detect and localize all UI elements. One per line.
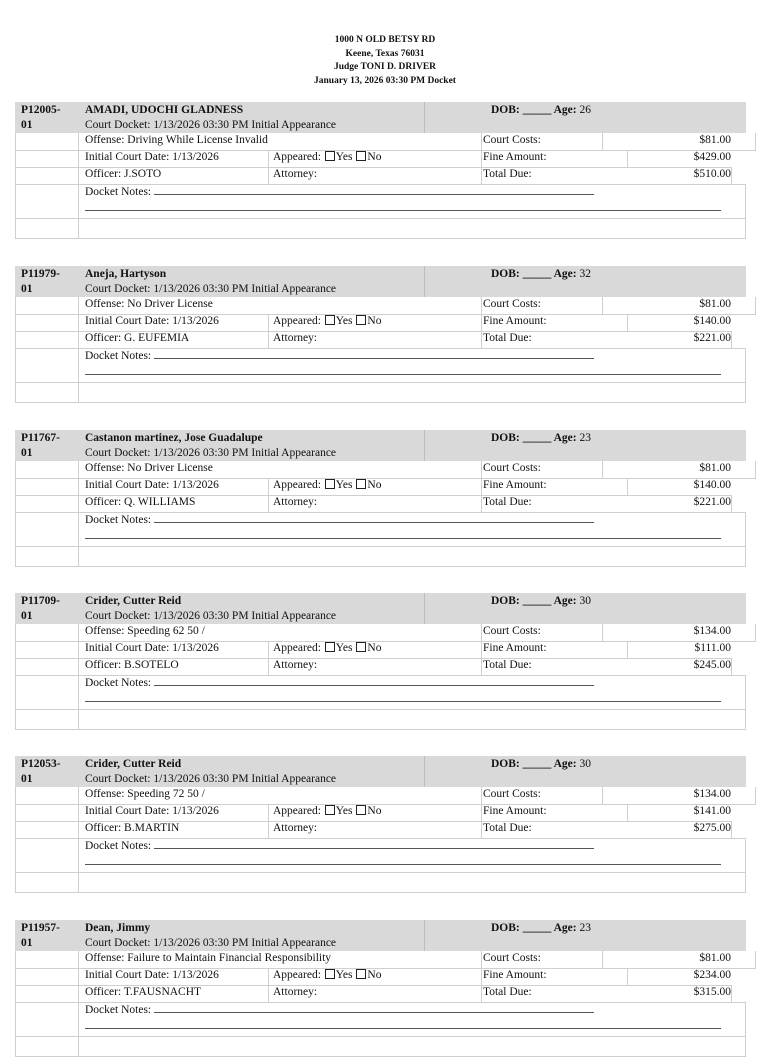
age-label: Age:: [553, 432, 577, 444]
court-docket: Court Docket: 1/13/2026 03:30 PM Initial Appearance: [85, 773, 337, 785]
age-value: 30: [579, 758, 591, 770]
appeared-field: [273, 641, 381, 656]
appeared-no-checkbox[interactable]: [356, 805, 366, 815]
grid-line: [731, 495, 732, 512]
dob-age: [491, 757, 591, 772]
defendant-name: Dean, Jimmy: [85, 922, 151, 934]
grid-line: [15, 838, 746, 839]
appeared-field: [273, 314, 381, 329]
grid-line: [15, 495, 732, 496]
case-block: [15, 102, 746, 239]
grid-line: [15, 1036, 746, 1037]
docket-number-part2: 01: [21, 119, 33, 131]
grid-line: [15, 709, 746, 710]
docket-notes-line-2[interactable]: [85, 362, 721, 375]
yes-label: Yes: [335, 642, 353, 654]
no-label: No: [367, 315, 382, 327]
dob-label: DOB: _____: [491, 758, 552, 770]
initial-court-date: Initial Court Date: 1/13/2026: [85, 315, 219, 327]
grid-line: [15, 461, 16, 567]
grid-line: [15, 892, 746, 893]
fine-amount-label: Fine Amount:: [483, 315, 547, 327]
grid-line: [78, 297, 79, 403]
total-due-label: Total Due:: [483, 332, 532, 344]
court-costs-value: $134.00: [693, 788, 731, 800]
docket-date: January 13, 2026 03:30 PM Docket: [314, 75, 456, 86]
total-due-label: Total Due:: [483, 659, 532, 671]
grid-line: [627, 314, 628, 331]
grid-line: [15, 297, 16, 403]
grid-line: [755, 297, 756, 314]
grid-line: [755, 461, 756, 478]
docket-notes-line[interactable]: [154, 348, 594, 359]
grid-line: [15, 566, 746, 567]
offense: Offense: Driving While License Invalid: [85, 134, 268, 146]
age-label: Age:: [553, 595, 577, 607]
grid-line: [627, 968, 628, 985]
court-city: Keene, Texas 76031: [345, 48, 425, 59]
court-costs-value: $81.00: [699, 462, 731, 474]
docket-notes-line[interactable]: [154, 512, 594, 523]
docket-number: [21, 267, 79, 297]
grid-line: [602, 133, 603, 150]
docket-number-part1: P11709-: [21, 595, 60, 607]
dob-age: [491, 921, 591, 936]
yes-label: Yes: [335, 969, 353, 981]
total-due-value: $245.00: [693, 659, 731, 671]
docket-number-part1: P12053-: [21, 758, 61, 770]
appeared-field: [273, 478, 381, 493]
dob-label: DOB: _____: [491, 595, 552, 607]
appeared-label: Appeared:: [273, 479, 321, 491]
case-block: [15, 266, 746, 403]
grid-line: [15, 512, 746, 513]
defendant-name: Crider, Cutter Reid: [85, 595, 182, 607]
fine-amount-value: $141.00: [693, 805, 731, 817]
initial-court-date: Initial Court Date: 1/13/2026: [85, 151, 219, 163]
header-divider: [424, 430, 425, 461]
docket-number-part1: P11767-: [21, 432, 60, 444]
fine-amount-label: Fine Amount:: [483, 805, 547, 817]
age-label: Age:: [553, 922, 577, 934]
defendant-name: AMADI, UDOCHI GLADNESS: [85, 104, 244, 116]
grid-line: [602, 297, 603, 314]
offense: Offense: No Driver License: [85, 298, 213, 310]
appeared-yes-checkbox[interactable]: [325, 151, 335, 161]
docket-notes-label: Docket Notes:: [85, 677, 152, 689]
grid-line: [15, 218, 746, 219]
court-docket: Court Docket: 1/13/2026 03:30 PM Initial Appearance: [85, 283, 337, 295]
grid-line: [481, 787, 482, 838]
total-due-value: $221.00: [693, 496, 731, 508]
appeared-no-checkbox[interactable]: [356, 315, 366, 325]
grid-line: [15, 872, 746, 873]
attorney-label: Attorney:: [273, 986, 318, 998]
docket-number: [21, 921, 79, 951]
no-label: No: [367, 151, 382, 163]
offense: Offense: Speeding 72 50 /: [85, 788, 205, 800]
judge-name: Judge TONI D. DRIVER: [333, 62, 437, 72]
grid-line: [15, 787, 16, 893]
grid-line: [745, 184, 746, 239]
docket-number: [21, 103, 79, 133]
grid-line: [15, 402, 746, 403]
grid-line: [755, 787, 756, 804]
docket-number-part2: 01: [21, 447, 33, 459]
attorney-label: Attorney:: [273, 659, 318, 671]
total-due-label: Total Due:: [483, 986, 532, 998]
grid-line: [745, 348, 746, 403]
grid-line: [78, 787, 79, 893]
yes-label: Yes: [335, 315, 353, 327]
court-costs-label: Court Costs:: [483, 134, 541, 146]
docket-notes-line-2[interactable]: [85, 689, 721, 702]
grid-line: [627, 804, 628, 821]
grid-line: [15, 382, 746, 383]
grid-line: [602, 787, 603, 804]
docket-notes-line[interactable]: [154, 184, 594, 195]
appeared-yes-checkbox[interactable]: [325, 969, 335, 979]
docket-number-part2: 01: [21, 773, 33, 785]
appeared-yes-checkbox[interactable]: [325, 642, 335, 652]
dob-label: DOB: _____: [491, 268, 552, 280]
total-due-label: Total Due:: [483, 822, 532, 834]
grid-line: [15, 821, 732, 822]
attorney-label: Attorney:: [273, 496, 318, 508]
grid-line: [627, 150, 628, 167]
grid-line: [602, 951, 603, 968]
docket-number-part1: P11979-: [21, 268, 60, 280]
court-docket: Court Docket: 1/13/2026 03:30 PM Initial Appearance: [85, 610, 337, 622]
docket-number-part2: 01: [21, 283, 33, 295]
grid-line: [481, 297, 482, 348]
docket-notes-label: Docket Notes:: [85, 514, 152, 526]
fine-amount-label: Fine Amount:: [483, 151, 547, 163]
case-block: [15, 430, 746, 567]
fine-amount-value: $140.00: [693, 315, 731, 327]
header-divider: [424, 593, 425, 624]
court-costs-value: $81.00: [699, 952, 731, 964]
docket-header: [0, 34, 770, 88]
fine-amount-value: $234.00: [693, 969, 731, 981]
defendant-name: Crider, Cutter Reid: [85, 758, 182, 770]
grid-line: [15, 624, 16, 730]
total-due-value: $315.00: [693, 986, 731, 998]
grid-line: [15, 546, 746, 547]
appeared-field: [273, 804, 381, 819]
dob-label: DOB: _____: [491, 432, 552, 444]
fine-amount-value: $140.00: [693, 479, 731, 491]
attorney-label: Attorney:: [273, 168, 318, 180]
court-docket: Court Docket: 1/13/2026 03:30 PM Initial Appearance: [85, 937, 337, 949]
docket-notes-line[interactable]: [154, 838, 594, 849]
grid-line: [15, 331, 732, 332]
total-due-value: $221.00: [693, 332, 731, 344]
docket-notes-label: Docket Notes:: [85, 350, 152, 362]
officer: Officer: T.FAUSNACHT: [85, 986, 202, 998]
grid-line: [15, 133, 16, 239]
offense: Offense: No Driver License: [85, 462, 213, 474]
header-divider: [424, 920, 425, 951]
defendant-name: Castanon martinez, Jose Guadalupe: [85, 432, 263, 444]
yes-label: Yes: [335, 805, 353, 817]
grid-line: [15, 184, 746, 185]
docket-number-part2: 01: [21, 937, 33, 949]
docket-notes-line-2[interactable]: [85, 852, 721, 865]
court-docket: Court Docket: 1/13/2026 03:30 PM Initial Appearance: [85, 447, 337, 459]
officer: Officer: B.SOTELO: [85, 659, 179, 671]
fine-amount-label: Fine Amount:: [483, 479, 547, 491]
age-value: 30: [579, 595, 591, 607]
appeared-yes-checkbox[interactable]: [325, 315, 335, 325]
case-block: [15, 920, 746, 1057]
initial-court-date: Initial Court Date: 1/13/2026: [85, 969, 219, 981]
grid-line: [15, 348, 746, 349]
docket-number: [21, 757, 79, 787]
grid-line: [602, 461, 603, 478]
no-label: No: [367, 805, 382, 817]
court-address: 1000 N OLD BETSY RD: [334, 35, 436, 45]
grid-line: [481, 461, 482, 512]
yes-label: Yes: [335, 151, 353, 163]
grid-line: [15, 804, 756, 805]
attorney-label: Attorney:: [273, 332, 318, 344]
grid-line: [15, 675, 746, 676]
court-costs-value: $134.00: [693, 625, 731, 637]
grid-line: [78, 951, 79, 1057]
court-costs-value: $81.00: [699, 134, 731, 146]
grid-line: [15, 641, 756, 642]
grid-line: [15, 167, 732, 168]
total-due-value: $275.00: [693, 822, 731, 834]
appeared-label: Appeared:: [273, 805, 321, 817]
court-costs-label: Court Costs:: [483, 788, 541, 800]
initial-court-date: Initial Court Date: 1/13/2026: [85, 805, 219, 817]
offense: Offense: Failure to Maintain Financial Responsibility: [85, 952, 332, 964]
grid-line: [731, 821, 732, 838]
fine-amount-value: $429.00: [693, 151, 731, 163]
grid-line: [481, 133, 482, 184]
header-divider: [424, 266, 425, 297]
docket-number: [21, 594, 79, 624]
docket-number-part2: 01: [21, 610, 33, 622]
grid-line: [745, 1002, 746, 1057]
age-value: 32: [579, 268, 591, 280]
grid-line: [15, 1002, 746, 1003]
attorney-label: Attorney:: [273, 822, 318, 834]
docket-notes-line[interactable]: [154, 675, 594, 686]
grid-line: [15, 968, 756, 969]
court-costs-label: Court Costs:: [483, 625, 541, 637]
docket-notes-line-2[interactable]: [85, 1016, 721, 1029]
no-label: No: [367, 642, 382, 654]
age-label: Age:: [553, 758, 577, 770]
total-due-label: Total Due:: [483, 168, 532, 180]
dob-age: [491, 267, 591, 282]
grid-line: [627, 641, 628, 658]
grid-line: [745, 512, 746, 567]
grid-line: [78, 624, 79, 730]
appeared-label: Appeared:: [273, 969, 321, 981]
grid-line: [15, 729, 746, 730]
initial-court-date: Initial Court Date: 1/13/2026: [85, 479, 219, 491]
docket-number: [21, 431, 79, 461]
offense: Offense: Speeding 62 50 /: [85, 625, 205, 637]
appeared-no-checkbox[interactable]: [356, 151, 366, 161]
defendant-name: Aneja, Hartyson: [85, 268, 167, 280]
dob-age: [491, 594, 591, 609]
court-costs-label: Court Costs:: [483, 462, 541, 474]
grid-line: [15, 985, 732, 986]
grid-line: [755, 133, 756, 150]
court-costs-label: Court Costs:: [483, 952, 541, 964]
dob-age: [491, 431, 591, 446]
court-docket: Court Docket: 1/13/2026 03:30 PM Initial Appearance: [85, 119, 337, 131]
officer: Officer: B.MARTIN: [85, 822, 180, 834]
docket-notes-line-2[interactable]: [85, 526, 721, 539]
grid-line: [78, 133, 79, 239]
header-divider: [424, 102, 425, 133]
dob-label: DOB: _____: [491, 922, 552, 934]
officer: Officer: G. EUFEMIA: [85, 332, 190, 344]
total-due-value: $510.00: [693, 168, 731, 180]
grid-line: [481, 624, 482, 675]
docket-notes-label: Docket Notes:: [85, 1004, 152, 1016]
age-label: Age:: [553, 104, 577, 116]
age-value: 23: [579, 922, 591, 934]
court-costs-label: Court Costs:: [483, 298, 541, 310]
dob-age: [491, 103, 591, 118]
docket-notes-line-2[interactable]: [85, 198, 721, 211]
court-costs-value: $81.00: [699, 298, 731, 310]
docket-number-part1: P11957-: [21, 922, 60, 934]
grid-line: [78, 461, 79, 567]
grid-line: [745, 675, 746, 730]
appeared-field: [273, 968, 381, 983]
appeared-yes-checkbox[interactable]: [325, 805, 335, 815]
appeared-label: Appeared:: [273, 315, 321, 327]
grid-line: [481, 951, 482, 1002]
appeared-no-checkbox[interactable]: [356, 969, 366, 979]
grid-line: [15, 238, 746, 239]
yes-label: Yes: [335, 479, 353, 491]
grid-line: [731, 331, 732, 348]
grid-line: [15, 150, 756, 151]
fine-amount-value: $111.00: [694, 642, 731, 654]
grid-line: [627, 478, 628, 495]
age-label: Age:: [553, 268, 577, 280]
grid-line: [731, 167, 732, 184]
appeared-field: [273, 150, 381, 165]
appeared-label: Appeared:: [273, 151, 321, 163]
officer: Officer: Q. WILLIAMS: [85, 496, 196, 508]
appeared-no-checkbox[interactable]: [356, 642, 366, 652]
dob-label: DOB: _____: [491, 104, 552, 116]
appeared-label: Appeared:: [273, 642, 321, 654]
age-value: 23: [579, 432, 591, 444]
officer: Officer: J.SOTO: [85, 168, 162, 180]
grid-line: [745, 838, 746, 893]
docket-notes-label: Docket Notes:: [85, 840, 152, 852]
grid-line: [731, 658, 732, 675]
no-label: No: [367, 479, 382, 491]
appeared-no-checkbox[interactable]: [356, 479, 366, 489]
fine-amount-label: Fine Amount:: [483, 969, 547, 981]
grid-line: [755, 624, 756, 641]
no-label: No: [367, 969, 382, 981]
grid-line: [731, 985, 732, 1002]
case-block: [15, 593, 746, 730]
grid-line: [15, 314, 756, 315]
grid-line: [15, 478, 756, 479]
total-due-label: Total Due:: [483, 496, 532, 508]
grid-line: [755, 951, 756, 968]
docket-notes-line[interactable]: [154, 1002, 594, 1013]
initial-court-date: Initial Court Date: 1/13/2026: [85, 642, 219, 654]
docket-number-part1: P12005-: [21, 104, 61, 116]
grid-line: [602, 624, 603, 641]
grid-line: [15, 658, 732, 659]
grid-line: [15, 951, 16, 1057]
appeared-yes-checkbox[interactable]: [325, 479, 335, 489]
fine-amount-label: Fine Amount:: [483, 642, 547, 654]
header-divider: [424, 756, 425, 787]
docket-notes-label: Docket Notes:: [85, 186, 152, 198]
age-value: 26: [579, 104, 591, 116]
case-block: [15, 756, 746, 893]
